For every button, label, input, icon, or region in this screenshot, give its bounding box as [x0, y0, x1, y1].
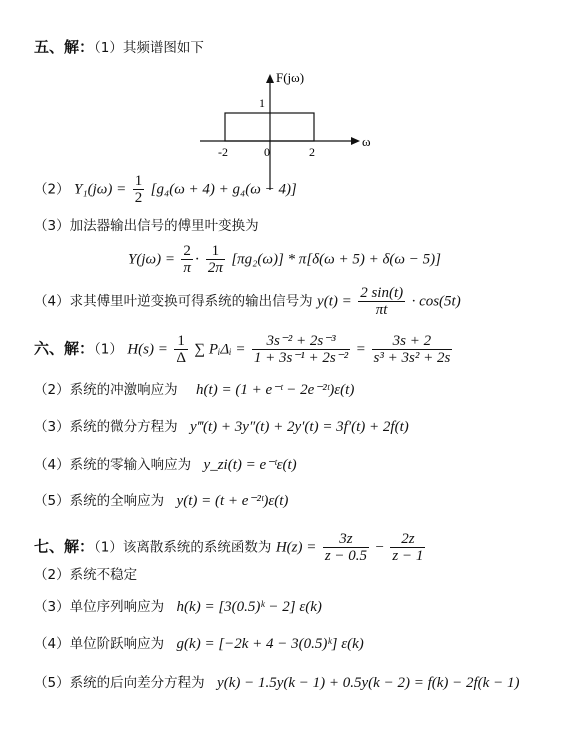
hz-d1: z − 0.5 [324, 548, 368, 564]
unit-sequence-response: h(k) = [3(0.5)ᵏ − 2] ε(k) [176, 599, 322, 615]
y-rhs: [πg₂(ω)] * π[δ(ω + 5) + δ(ω − 5)] [231, 251, 441, 268]
yt-fraction [358, 285, 405, 318]
hs-lhs: H(s) = [127, 341, 168, 358]
s5-part2-label: （2） [34, 181, 70, 198]
spectrum-x-label: ω [362, 134, 371, 149]
hs-fraction-1 [252, 333, 350, 366]
section-5-heading: 五、解： [34, 38, 95, 56]
impulse-response: h(t) = (1 + e⁻ᵗ − 2e⁻²ᵗ)ε(t) [196, 382, 355, 398]
one-over-delta: $\frac{1}{\Delta}$ [176, 333, 186, 366]
s5-line2 [34, 173, 297, 206]
s6-line3 [34, 418, 409, 436]
spectrum-tick-neg2: -2 [218, 145, 228, 159]
y1-rhs: [g₄(ω + 4) + g₄(ω − 4)] [150, 181, 297, 198]
s7-part1-label: （1）该离散系统的系统函数为 [94, 539, 272, 556]
yt-tail: · cos(5t) [411, 293, 461, 310]
s7-part2-label: （2）系统不稳定 [34, 567, 138, 583]
s5-line3 [34, 217, 259, 235]
s7-part3-label: （3）单位序列响应为 [34, 599, 165, 615]
s6-part2-label: （2）系统的冲激响应为 [34, 382, 178, 398]
hs-d1: 1 + 3s⁻¹ + 2s⁻² [253, 350, 349, 366]
s5-line1 [34, 38, 204, 57]
s7-line4 [34, 635, 364, 653]
s6-line4 [34, 456, 297, 474]
yt-lhs: y(t) = [317, 293, 352, 310]
s7-line1: 七、解：（1）该离散系统的系统函数为 H(z) = $\frac{3z}{z - 0.5}$ − $\frac{2z}{z - 1}$ [34, 531, 424, 564]
s5-line3-formula: Y(jω) = $\frac{2}{\pi}$ · $\frac{1}{2\pi}$ [πg₂(ω)] * π[δ(ω + 5) + δ(ω − 5)] [128, 243, 441, 276]
s6-line2 [34, 381, 354, 399]
spectrum-x-arrow [351, 137, 360, 145]
spectrum-tick-0: 0 [264, 145, 270, 159]
hz-fraction-1 [323, 531, 369, 564]
s7-line3 [34, 598, 322, 616]
y-lhs: Y(jω) = [128, 251, 175, 268]
differential-equation: y‴(t) + 3y″(t) + 2y′(t) = 3f′(t) + 2f(t) [190, 419, 409, 435]
y1-lhs: Y₁(jω) = [74, 181, 127, 198]
one-over-2pi: $\frac{1}{2\pi}$ [207, 243, 223, 276]
s5-line4 [34, 285, 461, 318]
s6-line1: 六、解：（1） H(s) = $\frac{1}{\Delta}$ ∑ PᵢΔᵢ = $\frac{\text{3s⁻² + 2s⁻³}}{\text{1 + 3s⁻¹ + 2s⁻²}}$ = $\frac{3s + 2}{\text{s³ + 3s² + 2s}}$ [34, 333, 451, 366]
hs-fraction-2 [372, 333, 453, 366]
s6-part1-label: （1） [94, 341, 123, 358]
s7-part5-label: （5）系统的后向差分方程为 [34, 675, 205, 691]
s5-part1-label: （1）其频谱图如下 [94, 40, 204, 56]
hz-d2: z − 1 [392, 548, 424, 564]
hs-n2: 3s + 2 [372, 333, 453, 350]
difference-equation: y(k) − 1.5y(k − 1) + 0.5y(k − 2) = f(k) − 2f(k − 1) [217, 675, 520, 691]
yt-num: 2 sin(t) [360, 285, 404, 301]
s6-line5 [34, 492, 288, 510]
hz-fraction-2 [390, 531, 425, 564]
hs-d2: s³ + 3s² + 2s [373, 350, 451, 366]
s6-part5-label: （5）系统的全响应为 [34, 493, 165, 509]
spectrum-y-label: F(jω) [276, 70, 305, 85]
s7-line2 [34, 566, 137, 584]
yt-den: πt [375, 302, 388, 318]
s6-part4-label: （4）系统的零输入响应为 [34, 457, 192, 473]
spectrum-level-label: 1 [259, 96, 265, 110]
s7-line5 [34, 674, 519, 692]
full-response: y(t) = (t + e⁻²ᵗ)ε(t) [176, 493, 289, 509]
spectrum-y-arrow [266, 74, 274, 83]
hz-n2: 2z [390, 531, 425, 548]
hz-n1: 3z [323, 531, 369, 548]
zero-input-response: y_zi(t) = e⁻ᵗε(t) [203, 457, 297, 473]
hs-sum: ∑ PᵢΔᵢ = [194, 341, 246, 358]
spectrum-tick-2: 2 [309, 145, 315, 159]
s7-part4-label: （4）单位阶跃响应为 [34, 636, 165, 652]
s5-part4-label: （4）求其傅里叶逆变换可得系统的输出信号为 [34, 293, 313, 310]
hz-lhs: H(z) = [275, 539, 317, 556]
section-7-heading: 七、解： [34, 537, 95, 556]
unit-step-response: g(k) = [−2k + 4 − 3(0.5)ᵏ] ε(k) [176, 636, 364, 652]
s5-part3-label: （3）加法器输出信号的傅里叶变换为 [34, 218, 259, 234]
hs-n1: 3s⁻² + 2s⁻³ [252, 333, 350, 350]
s6-part3-label: （3）系统的微分方程为 [34, 419, 178, 435]
half-fraction: $\frac{1}{2}$ [134, 173, 143, 206]
two-over-pi: $\frac{2}{\pi}$ [183, 243, 191, 276]
section-6-heading: 六、解： [34, 339, 95, 358]
